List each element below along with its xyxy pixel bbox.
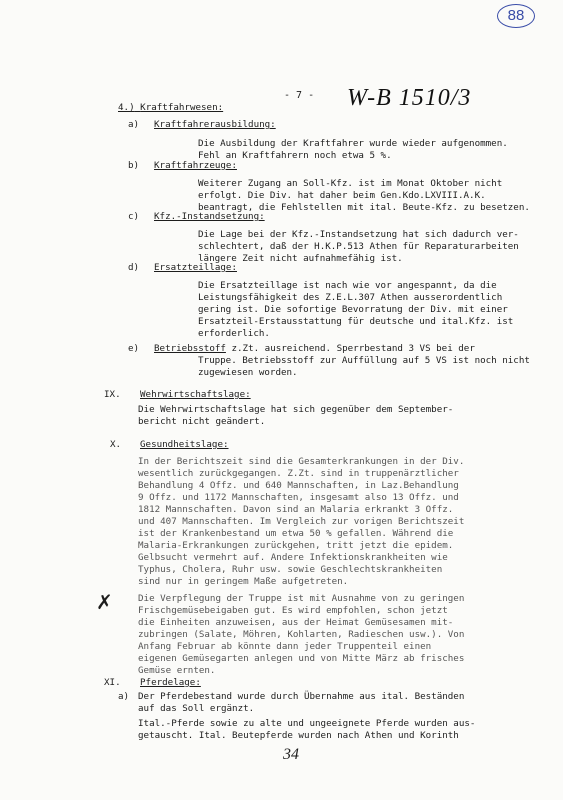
page-number-bottom: 34 xyxy=(283,746,299,763)
sub-a-title: Kraftfahrerausbildung: xyxy=(154,119,276,130)
text-line: 1812 Mannschaften. Davon sind an Malaria erkrankt 3 Offz. xyxy=(138,504,454,515)
handwritten-reference: W-B 1510/3 xyxy=(347,85,472,111)
text-line: auf das Soll ergänzt. xyxy=(138,703,255,714)
archive-stamp: 88 xyxy=(497,4,535,28)
section-11-heading xyxy=(104,677,201,689)
text-line: eigenen Gemüsegarten anlegen und von Mitte März ab frisches xyxy=(138,653,465,664)
sub-b-label: b) xyxy=(128,160,140,171)
text-line: Frischgemüsebeigaben gut. Es wird empfohlen, schon jetzt xyxy=(138,605,448,616)
section-9-number: IX. xyxy=(104,389,121,400)
sub-e-title: Betriebsstoff xyxy=(154,343,226,354)
sub-c-title: Kfz.-Instandsetzung: xyxy=(154,211,265,222)
section-11-title: Pferdelage: xyxy=(140,677,201,688)
text-line: bericht nicht geändert. xyxy=(138,416,266,427)
text-line: z.Zt. ausreichend. Sperrbestand 3 VS bei der xyxy=(231,343,475,354)
text-line: erforderlich. xyxy=(198,328,270,339)
text-line: gering ist. Die sofortige Bevorratung der Div. mit einer xyxy=(198,304,508,315)
section-11-paragraph-a xyxy=(118,691,464,703)
text-line: die Einheiten anzuweisen, aus der Heimat Gemüsesamen mit- xyxy=(138,617,454,628)
text-line: Typhus, Cholera, Ruhr usw. sowie Geschlechtskrankheiten xyxy=(138,564,443,575)
text-line: längere Zeit nicht aufnahmefähig ist. xyxy=(198,253,403,264)
section-4-heading xyxy=(118,102,223,114)
text-line: Gemüse ernten. xyxy=(138,665,216,676)
section-9-heading xyxy=(104,389,251,401)
text-line: In der Berichtszeit sind die Gesamterkrankungen in der Div. xyxy=(138,456,465,467)
sub-a-label: a) xyxy=(128,119,140,130)
text-line: zubringen (Salate, Möhren, Kohlarten, Radieschen usw.). Von xyxy=(138,629,465,640)
text-line: Die Wehrwirtschaftslage hat sich gegenüber dem September- xyxy=(138,404,454,415)
section-10-number: X. xyxy=(110,439,122,450)
section-4-number: 4.) xyxy=(118,102,135,113)
text-line: wesentlich zurückgegangen. Z.Zt. sind in truppenärztlicher xyxy=(138,468,459,479)
text-line: Malaria-Erkrankungen zurückgehen, tritt jetzt die epidem. xyxy=(138,540,454,551)
sub-a-heading xyxy=(128,119,276,131)
text-line: Leistungsfähigkeit des Z.E.L.307 Athen ausserordentlich xyxy=(198,292,503,303)
text-line: Die Lage bei der Kfz.-Instandsetzung hat sich dadurch ver- xyxy=(198,229,519,240)
text-line: Die Ersatzteillage ist nach wie vor angespannt, da die xyxy=(198,280,497,291)
page-number-top: - 7 - xyxy=(284,90,315,101)
text-line: sind nur in geringem Maße aufgetreten. xyxy=(138,576,349,587)
sub-b-title: Kraftfahrzeuge: xyxy=(154,160,237,171)
text-line: Behandlung 4 Offz. und 640 Mannschaften, in Laz.Behandlung xyxy=(138,480,459,491)
text-line: ist der Krankenbestand um etwa 50 % gefallen. Während die xyxy=(138,528,454,539)
margin-cross-mark: ✗ xyxy=(96,592,113,614)
sub-d-heading xyxy=(128,262,237,274)
text-line: schlechtert, daß der H.K.P.513 Athen für Reparaturarbeiten xyxy=(198,241,519,252)
section-11-number: XI. xyxy=(104,677,121,688)
sub-b-heading xyxy=(128,160,237,172)
text-line: Ital.-Pferde sowie zu alte und ungeeignete Pferde wurden aus- xyxy=(138,718,476,729)
section-10-heading xyxy=(110,439,229,451)
text-line: Die Verpflegung der Truppe ist mit Ausnahme von zu geringen xyxy=(138,593,465,604)
text-line: erfolgt. Die Div. hat daher beim Gen.Kdo.LXVIII.A.K. xyxy=(198,190,486,201)
sub-e-paragraph xyxy=(128,343,475,355)
text-line: und 407 Mannschaften. Im Vergleich zur vorigen Berichtszeit xyxy=(138,516,465,527)
text-line: Truppe. Betriebsstoff zur Auffüllung auf 5 VS ist noch nicht xyxy=(198,355,530,366)
section-9-title: Wehrwirtschaftslage: xyxy=(140,389,251,400)
sub-a-label: a) xyxy=(118,691,130,702)
text-line: Ersatzteil-Erstausstattung für deutsche und ital.Kfz. ist xyxy=(198,316,514,327)
text-line: Weiterer Zugang an Soll-Kfz. ist im Monat Oktober nicht xyxy=(198,178,503,189)
text-line: beantragt, die Fehlstellen mit ital. Beute-Kfz. zu besetzen. xyxy=(198,202,530,213)
sub-d-label: d) xyxy=(128,262,140,273)
text-line: Gelbsucht vermehrt auf. Andere Infektionskrankheiten wie xyxy=(138,552,448,563)
text-line: zugewiesen worden. xyxy=(198,367,298,378)
sub-c-label: c) xyxy=(128,211,140,222)
sub-e-label: e) xyxy=(128,343,140,354)
text-line: Die Ausbildung der Kraftfahrer wurde wieder aufgenommen. xyxy=(198,138,508,149)
sub-c-heading xyxy=(128,211,265,223)
text-line: getauscht. Ital. Beutepferde wurden nach Athen und Korinth xyxy=(138,730,459,741)
text-line: Anfang Februar ab könnte dann jeder Truppenteil einen xyxy=(138,641,432,652)
section-10-title: Gesundheitslage: xyxy=(140,439,229,450)
text-line: Fehl an Kraftfahrern noch etwa 5 %. xyxy=(198,150,392,161)
text-line: Der Pferdebestand wurde durch Übernahme aus ital. Beständen xyxy=(138,691,465,702)
section-4-title: Kraftfahrwesen: xyxy=(140,102,224,113)
sub-d-title: Ersatzteillage: xyxy=(154,262,237,273)
text-line: 9 Offz. und 1172 Mannschaften, insgesamt also 13 Offz. und xyxy=(138,492,459,503)
